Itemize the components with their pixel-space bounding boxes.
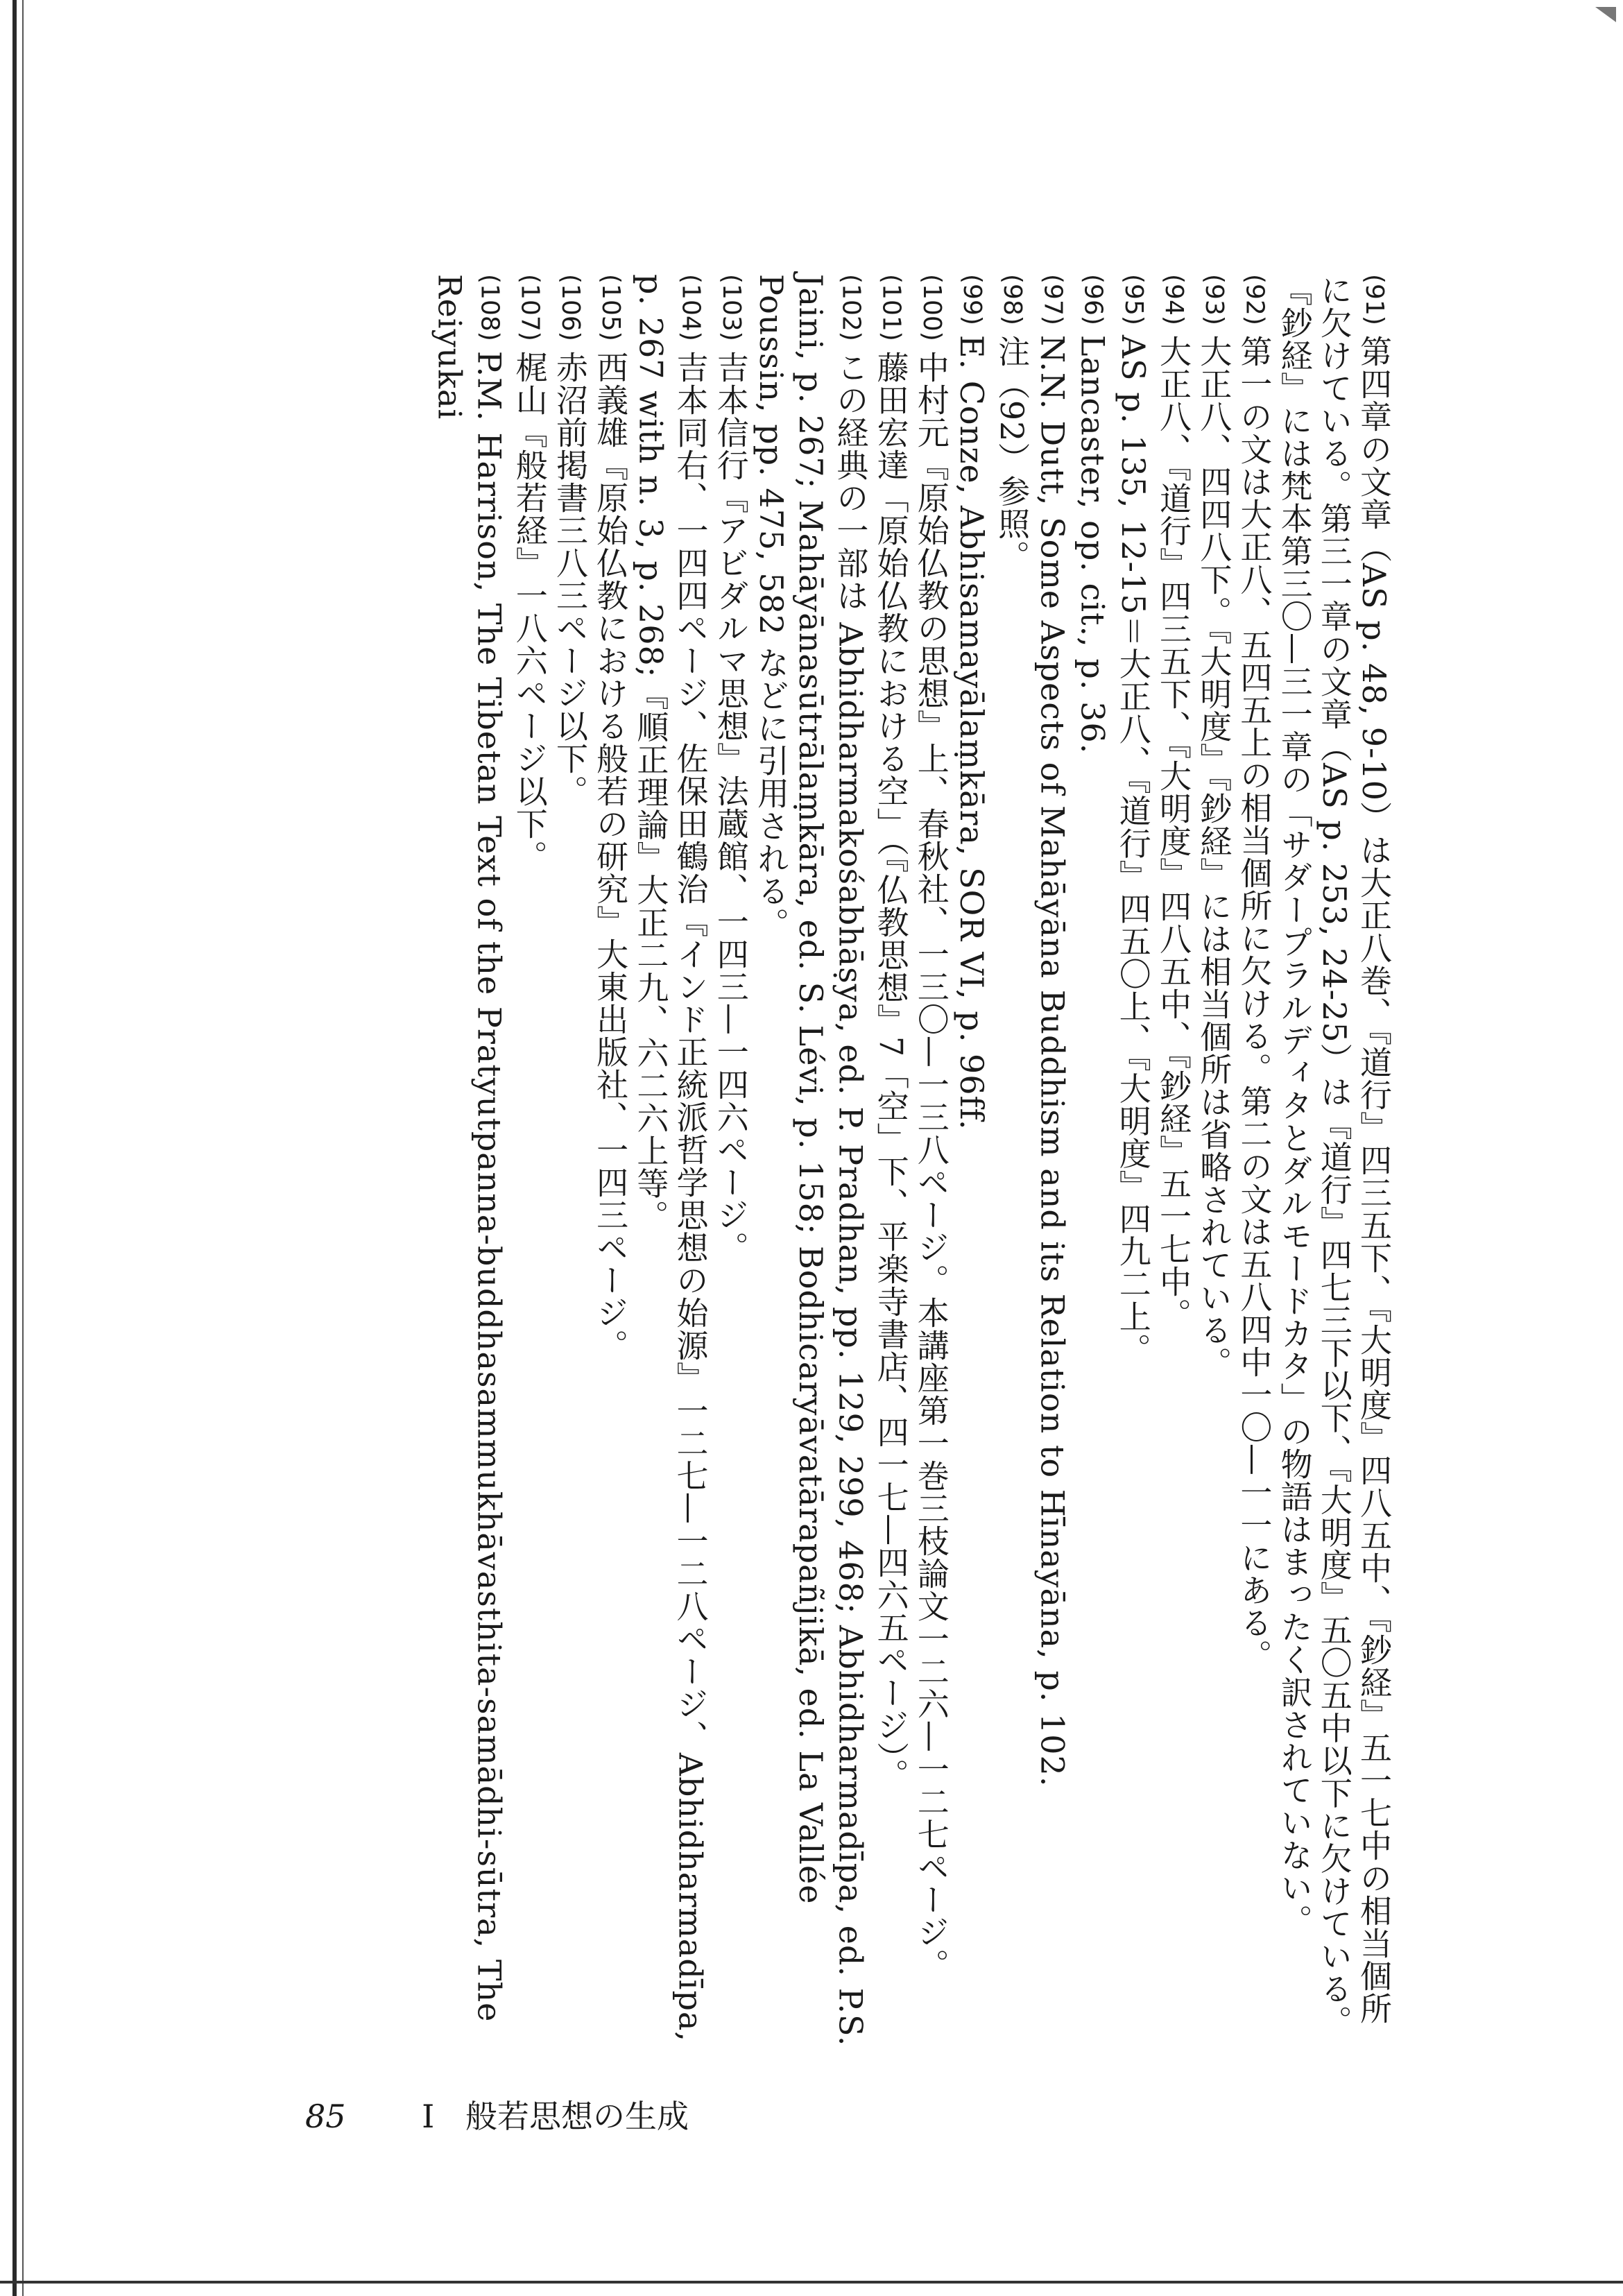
note-number: (108): [475, 274, 504, 341]
note-number: (100): [917, 274, 946, 341]
note-number: (97): [1038, 274, 1067, 325]
note-text: 第四章の文章（AS p. 48, 9-10）は大正八巻、『道行』四三五下、『大明度』四八五中、『鈔経』五一七中の相当個所に欠けている。第三一章の文章（AS p. 253, 24-25）は『道行』四七三下以下、『大明度』五〇五中以下に欠けている。『鈔経』には梵本第三〇—三一章の「サダープラルディタとダルモードカタ」の物語はまったく訳されていない。: [1276, 274, 1393, 2038]
section-number: I: [422, 2098, 435, 2135]
section-title: 般若思想の生成: [465, 2098, 689, 2135]
note-text: 大正八、『道行』四三五下、『大明度』四八五中、『鈔経』五一七中。: [1154, 334, 1192, 1330]
note-text: P.M. Harrison, The Tibetan Text of the Pratyutpanna-buddhasammukhāvasthita-samādhi-sūtra, The Reiyukai: [431, 274, 508, 2023]
note-number: (102): [836, 274, 866, 341]
note-text: 吉本信行『アビダルマ思想』法蔵館、一四三—一四六ページ。: [712, 350, 750, 1264]
note-number: (93): [1200, 274, 1229, 325]
note-92: [1234, 274, 1274, 2050]
note-number: (92): [1240, 274, 1269, 325]
note-100: [911, 274, 952, 2050]
note-108: [429, 274, 509, 2050]
note-text: この経典の一部は Abhidharmakośabhāṣya, ed. P. Pradhan, pp. 129, 299, 468; Abhidharmadīpa, ed. P.S. Jaini, p. 267; Mahāyānasūtrālaṃkāra, ed. S. Lévi, p. 158; Bodhicaryāvatārapañjikā, ed. La Vallée Poussin, pp. 475, 582 などに引用される。: [752, 274, 870, 2047]
note-number: (99): [957, 274, 986, 325]
note-number: (91): [1360, 274, 1389, 325]
note-text: Lancaster, op. cit., p. 36.: [1074, 334, 1112, 755]
note-96: [1072, 274, 1113, 2050]
endnotes: [429, 274, 1394, 2050]
note-101: [870, 274, 911, 2050]
scan-corner-mark: [1595, 7, 1616, 22]
note-99: [952, 274, 992, 2050]
note-104: [630, 274, 710, 2050]
note-text: 梶山『般若経』一八六ページ以下。: [510, 350, 549, 873]
note-number: (107): [515, 274, 544, 341]
note-number: (96): [1079, 274, 1108, 325]
note-text: 赤沼前掲書三八三ページ以下。: [551, 350, 589, 807]
note-97: [1032, 274, 1072, 2050]
note-number: (106): [556, 274, 585, 341]
note-106: [550, 274, 590, 2050]
page-footer: [305, 2091, 689, 2137]
note-number: (104): [676, 274, 705, 341]
note-number: (103): [716, 274, 746, 341]
scan-edge-left: [12, 0, 17, 2296]
note-105: [590, 274, 630, 2050]
note-107: [510, 274, 550, 2050]
note-number: (94): [1159, 274, 1188, 325]
note-text: 大正八、四四八下。『大明度』『鈔経』には相当個所は省略されている。: [1195, 334, 1233, 1379]
note-95: [1113, 274, 1153, 2050]
note-text: 第一の文は大正八、五四五上の相当個所に欠ける。第二の文は五八四中一〇—一一にある。: [1235, 334, 1273, 1672]
note-text: 注（92）参照。: [993, 334, 1031, 573]
note-text: 吉本同右、一四四ページ、佐保田鶴治『インド正統派哲学思想の始源』一二七—一二八ページ、Abhidharmadīpa, p. 267 with n. 3, p. 268;『順正理論』大正二九、六二六上等。: [632, 274, 710, 2042]
note-98: [992, 274, 1032, 2050]
note-text: 藤田宏達「原始仏教における空」（『仏教思想』7「空」下、平楽寺書店、四一七—四六五ページ）。: [872, 350, 910, 1792]
note-number: (95): [1119, 274, 1148, 325]
note-number: (98): [998, 274, 1027, 325]
scan-edge-line: [22, 0, 24, 2296]
note-text: AS p. 135, 12-15＝大正八、『道行』四五〇上、『大明度』四九二上。: [1114, 334, 1152, 1366]
note-91: [1274, 274, 1394, 2050]
note-number: (101): [877, 274, 906, 341]
note-text: N.N. Dutt, Some Aspects of Mahāyāna Buddhism and its Relation to Hīnayāna, p. 102.: [1033, 334, 1072, 1788]
note-text: 中村元『原始仏教の思想』上、春秋社、一三〇—一三八ページ。本講座第一巻三枝論文一二六—一二七ページ。: [912, 350, 950, 1981]
note-text: 西義雄『原始仏教における般若の研究』大東出版社、一四三ページ。: [592, 350, 630, 1362]
note-93: [1194, 274, 1234, 2050]
note-102: [751, 274, 871, 2050]
note-103: [711, 274, 751, 2050]
note-text: E. Conze, Abhisamayālaṃkāra, SOR VI, p. 96ff.: [952, 334, 990, 1131]
scan-edge-bottom: [0, 2281, 1623, 2284]
page-number: 85: [305, 2098, 346, 2135]
note-94: [1153, 274, 1194, 2050]
note-number: (105): [596, 274, 626, 341]
